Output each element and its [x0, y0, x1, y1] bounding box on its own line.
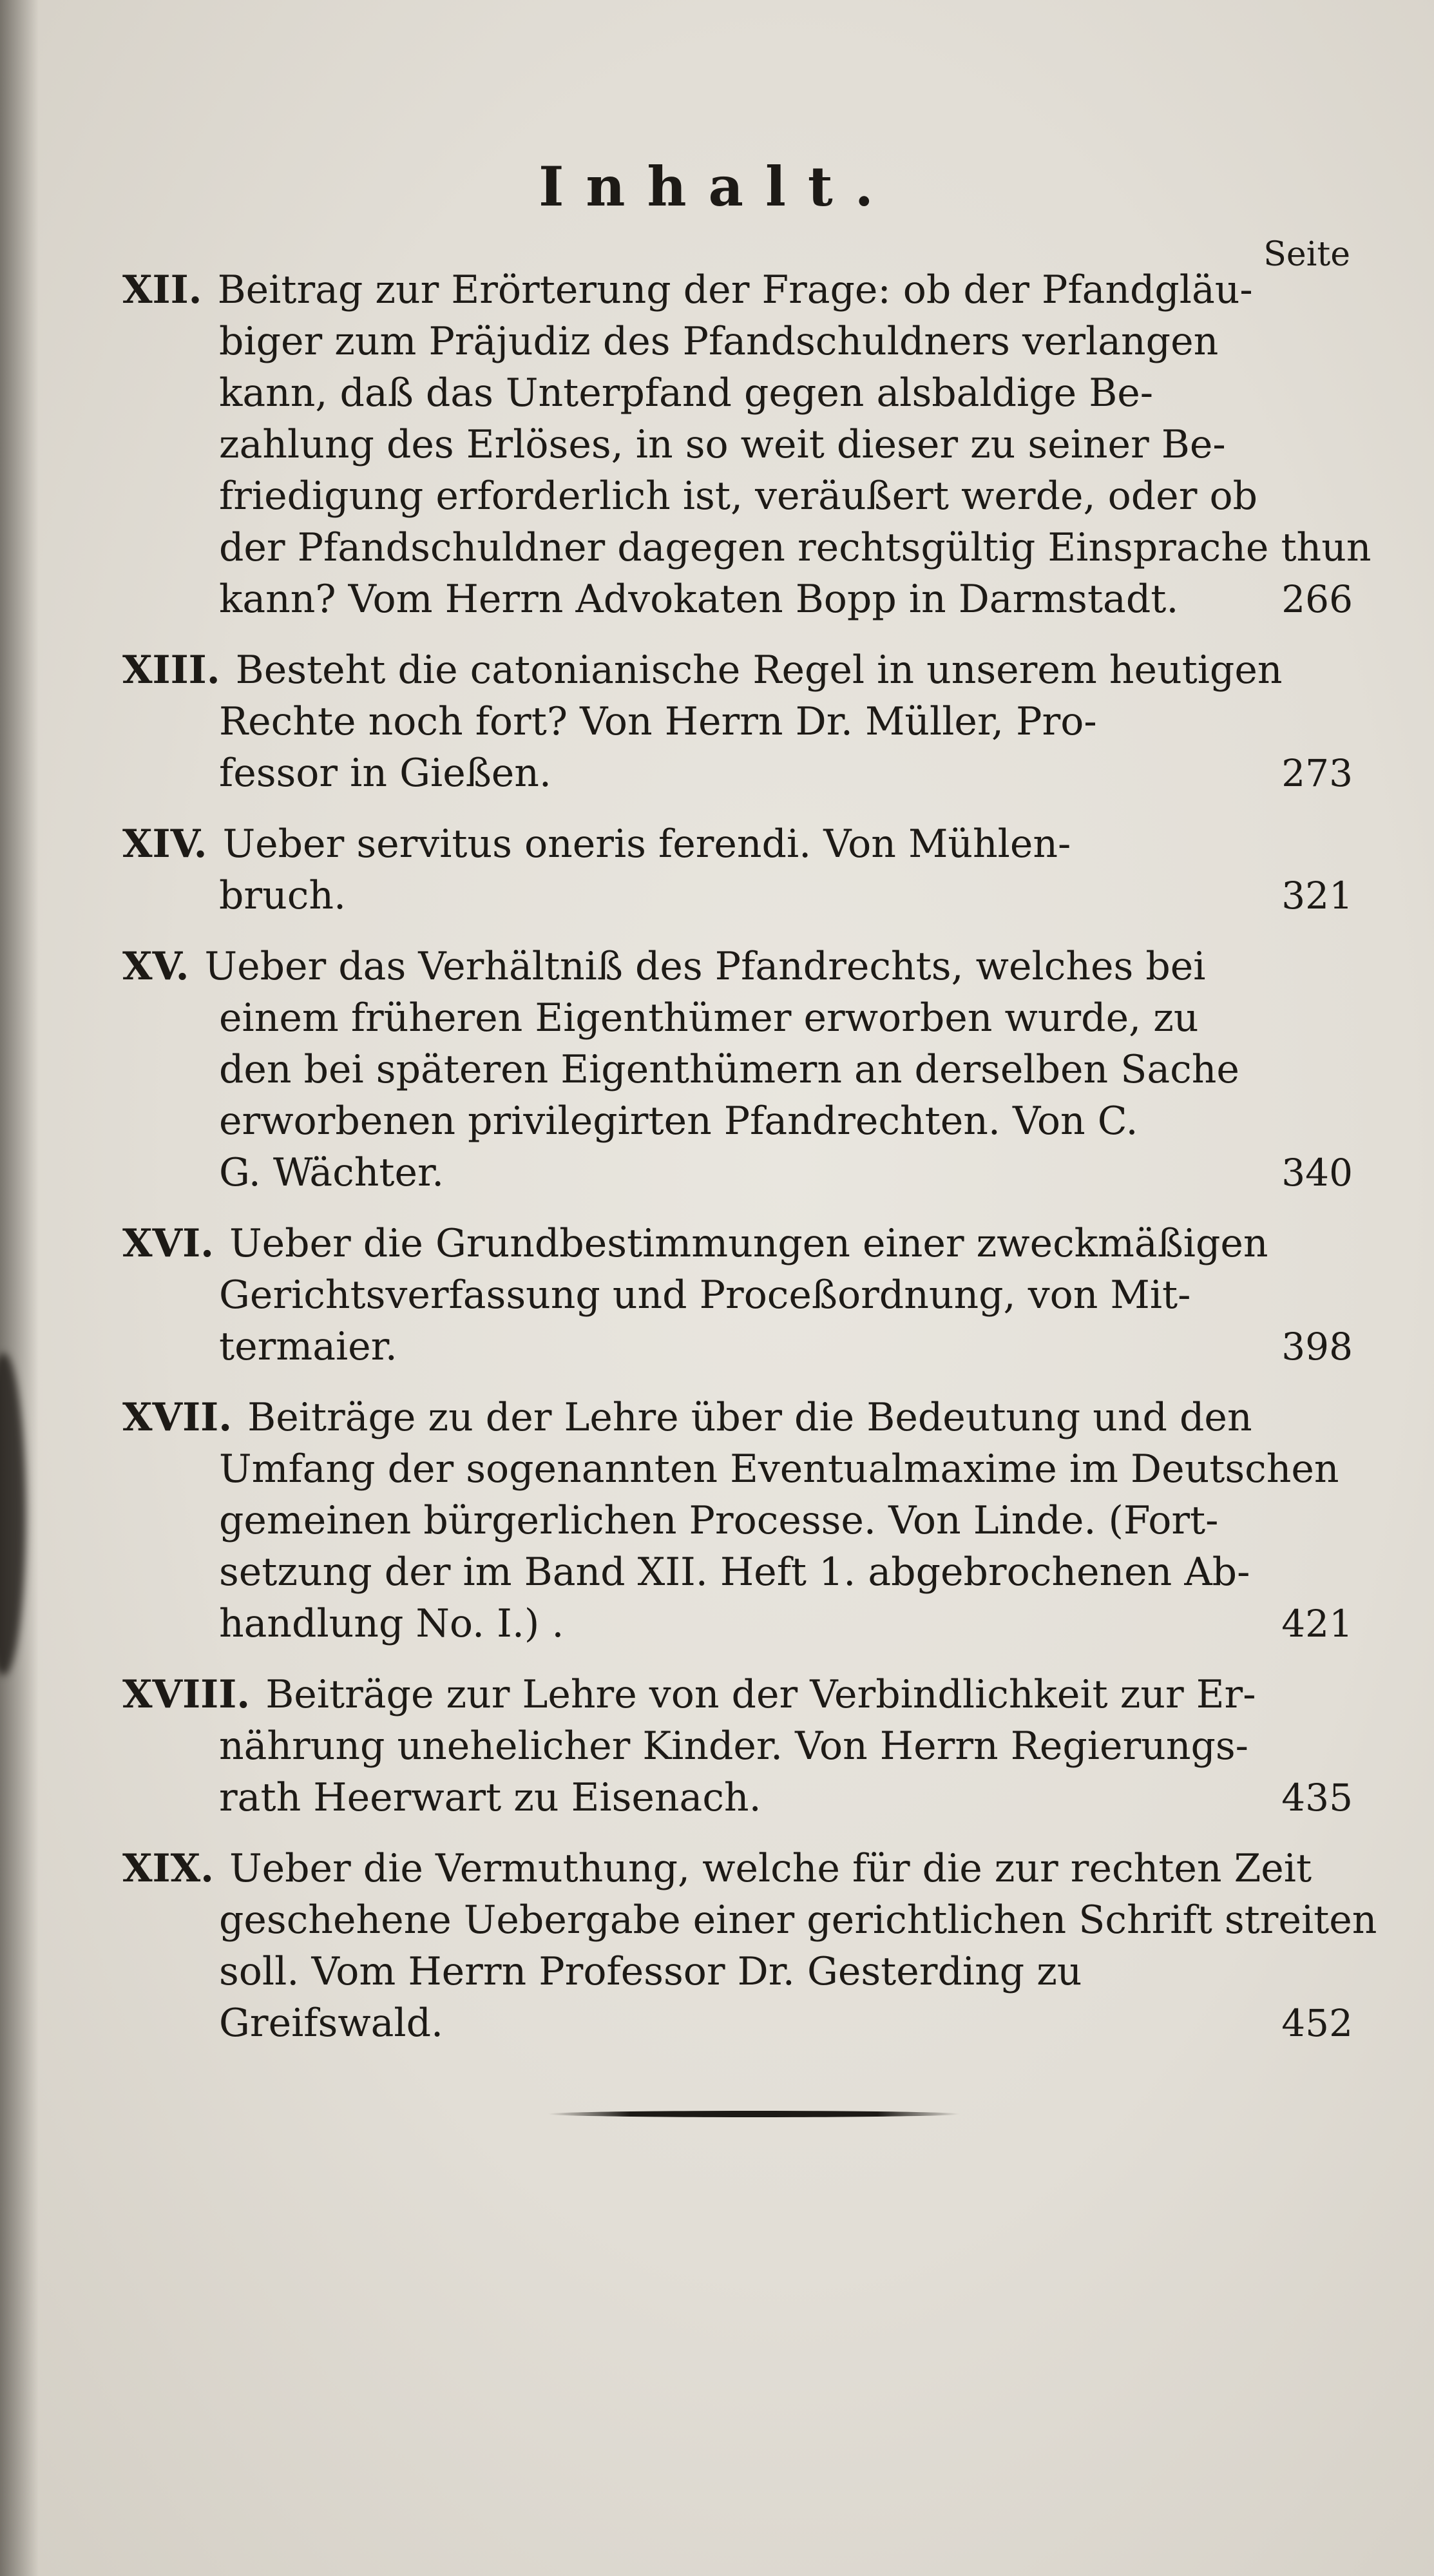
toc-line-text-wrap: [122, 941, 1205, 992]
toc-entry-text: Beiträge zu der Lehre über die Bedeutung und den: [247, 1395, 1252, 1440]
toc-entry-text: handlung No. I.) .: [219, 1601, 564, 1646]
toc-page-number: 321: [1281, 874, 1353, 918]
toc-entry-line: [122, 1997, 1353, 2049]
toc-entry-text: Ueber die Vermuthung, welche für die zur rechten Zeit: [229, 1846, 1312, 1891]
toc-line-text-wrap: [219, 1044, 1239, 1095]
toc-line-text-wrap: [219, 992, 1198, 1044]
toc-line-text-wrap: [219, 1495, 1218, 1546]
toc-page-number: 273: [1281, 751, 1353, 795]
toc-entry-line: [122, 470, 1353, 522]
toc-entry-line: [122, 1598, 1353, 1649]
toc-entry-text: Beiträge zur Lehre von der Verbindlichkeit zur Er-: [265, 1672, 1256, 1717]
toc-entry-text: Gerichtsverfassung und Proceßordnung, von Mit-: [219, 1273, 1191, 1318]
toc-line-text-wrap: [219, 1095, 1138, 1147]
toc-line-text-wrap: [219, 1546, 1250, 1598]
toc-entry-line: [122, 1044, 1353, 1095]
toc-entry-line: [122, 992, 1353, 1044]
toc-entry-number: XV.: [122, 944, 189, 989]
toc-entry-text: Ueber die Grundbestimmungen einer zweckmäßigen: [229, 1221, 1268, 1266]
toc-line-text-wrap: [219, 1894, 1377, 1946]
toc-entry-line: [122, 870, 1353, 921]
toc-entry-number: XIV.: [122, 822, 207, 867]
toc-entry: [122, 1843, 1377, 2049]
toc-line-text-wrap: [122, 1843, 1312, 1894]
toc-entry: [122, 1218, 1353, 1372]
toc-entry-text: rath Heerwart zu Eisenach.: [219, 1775, 761, 1820]
toc-line-text-wrap: [219, 367, 1153, 419]
toc-entry-line: [122, 1392, 1353, 1443]
toc-line-text-wrap: [122, 1669, 1256, 1720]
toc-entry-number: XVII.: [122, 1395, 233, 1440]
toc-line-text-wrap: [219, 316, 1218, 367]
page-heading: Inhalt.: [539, 155, 895, 218]
toc-line-text-wrap: [219, 1772, 761, 1823]
toc-entry: [122, 1669, 1353, 1823]
toc-entry-line: [122, 1669, 1353, 1720]
toc-line-text-wrap: [219, 870, 346, 921]
toc-entry-text: kann, daß das Unterpfand gegen alsbaldige Be-: [219, 370, 1154, 416]
toc-line-text-wrap: [219, 1147, 444, 1198]
toc-entry-line: [122, 316, 1353, 367]
toc-entry-text: erworbenen privilegirten Pfandrechten. Von C.: [219, 1099, 1138, 1144]
toc-line-text-wrap: [122, 264, 1253, 316]
toc-entry-text: Ueber das Verhältniß des Pfandrechts, welches bei: [204, 944, 1206, 989]
toc-page-number: 452: [1281, 2001, 1353, 2045]
toc-line-text-wrap: [219, 747, 551, 799]
toc-entry: [122, 1392, 1353, 1649]
toc-page-number: 435: [1281, 1776, 1353, 1820]
toc-entry-line: [122, 644, 1353, 696]
toc-entry-line: [122, 941, 1353, 992]
toc-entry-line: [122, 1147, 1353, 1198]
toc-line-text-wrap: [219, 1720, 1248, 1772]
toc-line-text-wrap: [122, 644, 1282, 696]
toc-page-number: 398: [1281, 1325, 1353, 1369]
toc-entry-line: [122, 1321, 1353, 1372]
toc-line-text-wrap: [219, 470, 1257, 522]
toc-entry-text: friedigung erforderlich ist, veräußert werde, oder ob: [219, 474, 1257, 519]
toc-line-text-wrap: [122, 818, 1071, 870]
toc-entry-number: XVI.: [122, 1221, 215, 1266]
toc-entry-line: [122, 264, 1353, 316]
toc-entry-text: einem früheren Eigenthümer erworben wurde, zu: [219, 995, 1199, 1041]
toc-entry-text: bruch.: [219, 873, 347, 918]
toc-entry: [122, 818, 1353, 921]
toc-entry-text: soll. Vom Herrn Professor Dr. Gesterding zu: [219, 1949, 1082, 1994]
page-edge-shadow: [0, 0, 39, 2576]
toc-entry-number: XVIII.: [122, 1672, 251, 1717]
toc-line-text-wrap: [219, 1946, 1082, 1997]
toc-entry-text: Ueber servitus oneris ferendi. Von Mühlen-: [222, 822, 1071, 867]
toc-entry-line: [122, 1218, 1353, 1269]
toc-entry-line: [122, 367, 1353, 419]
toc-entry-line: [122, 1495, 1353, 1546]
toc-entry-text: biger zum Präjudiz des Pfandschuldners verlangen: [219, 319, 1219, 364]
toc-entry-line: [122, 1443, 1353, 1495]
toc-entry-text: kann? Vom Herrn Advokaten Bopp in Darmstadt.: [219, 577, 1179, 622]
toc-entry-line: [122, 818, 1353, 870]
toc-entry-line: [122, 1894, 1377, 1946]
toc-entry-line: [122, 1946, 1353, 1997]
toc-entry-number: XIX.: [122, 1846, 215, 1891]
toc-entry-text: nährung unehelicher Kinder. Von Herrn Regierungs-: [219, 1724, 1248, 1769]
toc-line-text-wrap: [219, 1321, 397, 1372]
toc-entry-text: termaier.: [219, 1324, 397, 1369]
toc-entry-line: [122, 696, 1353, 747]
toc-page-number: 421: [1281, 1602, 1353, 1646]
toc-entry-text: Rechte noch fort? Von Herrn Dr. Müller, Pro-: [219, 699, 1097, 744]
toc-entry: [122, 264, 1372, 625]
toc-entry: [122, 941, 1353, 1198]
toc-entry-line: [122, 747, 1353, 799]
toc-entry-text: gemeinen bürgerlichen Processe. Von Linde. (Fort-: [219, 1498, 1219, 1543]
toc-line-text-wrap: [219, 419, 1226, 470]
toc-entry-line: [122, 573, 1353, 625]
toc-entry-text: den bei späteren Eigenthümern an derselben Sache: [219, 1047, 1239, 1092]
toc-entry-line: [122, 522, 1372, 573]
toc-entry-text: der Pfandschuldner dagegen rechtsgültig Einsprache thun: [219, 525, 1372, 570]
toc-entry-text: Greifswald.: [219, 2001, 444, 2046]
toc-entry-text: fessor in Gießen.: [219, 751, 552, 796]
toc-line-text-wrap: [219, 1598, 564, 1649]
toc-entry-text: zahlung des Erlöses, in so weit dieser zu seiner Be-: [219, 422, 1226, 467]
toc-entry-text: Umfang der sogenannten Eventualmaxime im Deutschen: [219, 1447, 1339, 1492]
toc-entry-text: geschehene Uebergabe einer gerichtlichen Schrift streiten: [219, 1898, 1377, 1943]
toc-entry-line: [122, 1095, 1353, 1147]
toc-line-text-wrap: [122, 1392, 1252, 1443]
table-of-contents: [122, 264, 1377, 2068]
toc-entry-text: Besteht die catonianische Regel in unserem heutigen: [235, 648, 1283, 693]
toc-entry-text: G. Wächter.: [219, 1150, 445, 1195]
toc-entry-line: [122, 1720, 1353, 1772]
page-column-label: Seite: [1263, 235, 1350, 274]
toc-entry-line: [122, 1269, 1353, 1321]
toc-line-text-wrap: [219, 1269, 1190, 1321]
toc-entry-line: [122, 419, 1353, 470]
toc-line-text-wrap: [219, 1443, 1339, 1495]
toc-line-text-wrap: [219, 573, 1178, 625]
toc-line-text-wrap: [219, 522, 1372, 573]
toc-entry-line: [122, 1546, 1353, 1598]
toc-entry-text: setzung der im Band XII. Heft 1. abgebrochenen Ab-: [219, 1550, 1250, 1595]
toc-line-text-wrap: [219, 1997, 443, 2049]
toc-entry-number: XIII.: [122, 648, 220, 693]
toc-entry-text: Beitrag zur Erörterung der Frage: ob der Pfandgläu-: [217, 267, 1253, 312]
toc-line-text-wrap: [122, 1218, 1268, 1269]
toc-entry-number: XII.: [122, 267, 202, 312]
closing-rule: [548, 2111, 960, 2117]
toc-page-number: 266: [1281, 577, 1353, 621]
toc-entry-line: [122, 1772, 1353, 1823]
toc-entry-line: [122, 1843, 1353, 1894]
toc-entry: [122, 644, 1353, 799]
toc-line-text-wrap: [219, 696, 1097, 747]
toc-page-number: 340: [1281, 1151, 1353, 1195]
